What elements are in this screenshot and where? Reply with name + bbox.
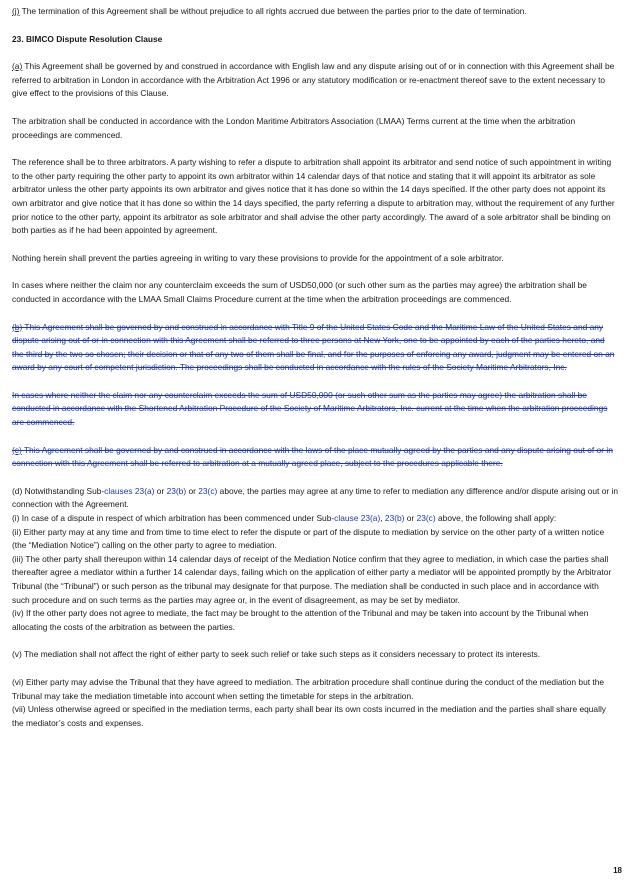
clause-d-vii: (vii) Unless otherwise agreed or specified in the mediation terms, each party shall bear its own costs incurred in the mediation and the parties shall share equally the mediator’s costs and expenses. [12,704,606,728]
clause-d-i [12,512,618,526]
clause-j-label: (j) [12,6,20,16]
cross-ref-23a: clauses 23(a) [104,485,155,496]
clause-d-or-1: or [154,485,167,496]
clause-c-p1-text: This Agreement shall be governed by and construed in accordance with the laws of the place mutually agreed by the parties and any dispute arising out of or in connection with this Agreement shall be referred to arbitration at a mutually agreed place, subject to the procedures applicable there. [12,444,613,469]
clause-d-i-end: above, the following shall apply: [435,513,557,524]
clause-a-p2: The arbitration shall be conducted in accordance with the London Maritime Arbitrators Association (LMAA) Terms current at the time when the arbitration proceedings are commenced. [12,115,576,140]
clause-a-p5: In cases where neither the claim nor any counterclaim exceeds the sum of USD50,000 (or such other sum as the parties may agree) the arbitration shall be conducted in accordance with the LMAA Small Claims Procedure current at the time when the arbitration proceedings are commenced. [12,280,587,304]
clause-b-p1-struck [12,321,618,375]
cross-ref-i-23b: 23(b) [384,513,405,524]
clause-a-label: (a) [12,61,23,72]
cross-ref-23c: 23(c) [198,485,218,496]
clause-d-intro-end: above, the parties may agree at any time to refer to mediation any difference and/or dispute arising out or in connection with the Agreement. [12,485,619,510]
clause-d-i-sep-2: or [404,513,417,524]
clause-d-v: (v) The mediation shall not affect the right of either party to seek such relief or take such steps as it considers necessary to protect its interests. [12,649,541,660]
clause-d-ii: (ii) Either party may at any time and from time to time elect to refer the dispute or part of the dispute to mediation by service on the other party of a written notice (the “Mediation Notice”) calling on the other party to agree to mediation. [12,526,605,551]
clause-c-label: (c) [12,444,22,455]
document-page [12,5,618,730]
clause-d-iii: (iii) The other party shall thereupon within 14 calendar days of receipt of the Mediation Notice confirm that they agree to mediation, in which case the parties shall thereafter agree a mediator within a further 14 calendar days, failing which on the application of either party a mediator will be appointed promptly by the Arbitrator Tribunal (the “Tribunal”) or such person as the tribunal may designate for that purpose. The mediation shall be conducted in such place and in accordance with such procedure and on such terms as the parties may agree or, in the event of disagreement, as may be set by mediator. [12,553,612,605]
clause-a-p4: Nothing herein shall prevent the parties agreeing in writing to vary these provisions to provide for the appointment of a sole arbitrator. [12,252,504,263]
clause-a-p3: The reference shall be to three arbitrators. A party wishing to refer a dispute to arbitration shall appoint its arbitrator and send notice of such appointment in writing to the other party requiring the other party to appoint its own arbitrator within 14 calendar days of that notice and stating that it will appoint its arbitrator as sole arbitrator unless the other party appoints its own arbitrator and gives notice that it has done so within the 14 days specified. If the other party does not appoint its own arbitrator and give notice that it has done so within the 14 days specified, the party referring a dispute to arbitration may, without the requirement of any further prior notice to the other party, appoint its arbitrator as sole arbitrator and shall advise the other party accordingly. The award of a sole arbitrator shall be binding on both parties as if he had been appointed by agreement. [12,157,615,236]
clause-b-p1-text: This Agreement shall be governed by and construed in accordance with Title 9 of the United States Code and the Maritime Law of the United States and any dispute arising out of or in connection with this Agreement shall be referred to three persons at New York, one to be appointed by each of the parties hereto, and the third by the two so chosen; their decision or that of any two of them shall be final, and for the purposes of enforcing any award, judgment may be entered on an award by any court of competent jurisdiction. The proceedings shall be conducted in accordance with the rules of the Society Maritime Arbitrators, Inc. [12,321,615,373]
clause-c-struck [12,444,618,471]
cross-ref-i-23c: 23(c) [416,513,436,524]
cross-ref-i-23a: clause 23(a) [334,513,381,524]
clause-j-text: The termination of this Agreement shall be without prejudice to all rights accrued due between the parties prior to the date of termination. [19,6,527,16]
cross-ref-23b: 23(b) [166,485,187,496]
clause-d-vi: (vi) Either party may advise the Tribunal that they have agreed to mediation. The arbitration procedure shall continue during the conduct of the mediation but the Tribunal may take the mediation timetable into account when setting the timetable for steps in the arbitration. [12,676,605,701]
clause-d-or-2: or [186,485,199,496]
clause-j [12,5,618,19]
clause-b-label: (b) [12,321,23,332]
clause-d-i-start: (i) In case of a dispute in respect of which arbitration has been commenced under Sub- [12,513,335,524]
clause-d-intro [12,485,618,512]
page-number: 18 [613,866,622,875]
clause-a-p1-text: This Agreement shall be governed by and construed in accordance with English law and any dispute arising out of or in connection with this Agreement shall be referred to arbitration in London in accordance with the Arbitration Act 1996 or any statutory modification or re-enactment thereof save to the extent necessary to give effect to the provisions of this Clause. [12,61,615,99]
clause-d-intro-start: (d) Notwithstanding Sub- [12,485,105,496]
clause-d-iv: (iv) If the other party does not agree to mediate, the fact may be brought to the attention of the Tribunal and may be taken into account by the Tribunal when allocating the costs of the arbitration as between the parties. [12,608,589,632]
clause-b-p2-struck: In cases where neither the claim nor any counterclaim exceeds the sum of USD50,000 (or such other sum as the parties may agree) the arbitration shall be conducted in accordance with the Shortened Arbitration Procedure of the Society of Maritime Arbitrators, Inc. current at the time when the arbitration proceedings are commenced. [12,389,608,428]
clause-d-i-sep-1: , [380,513,385,524]
clause-a-p1 [12,60,618,101]
section-heading: 23. BIMCO Dispute Resolution Clause [12,33,163,44]
